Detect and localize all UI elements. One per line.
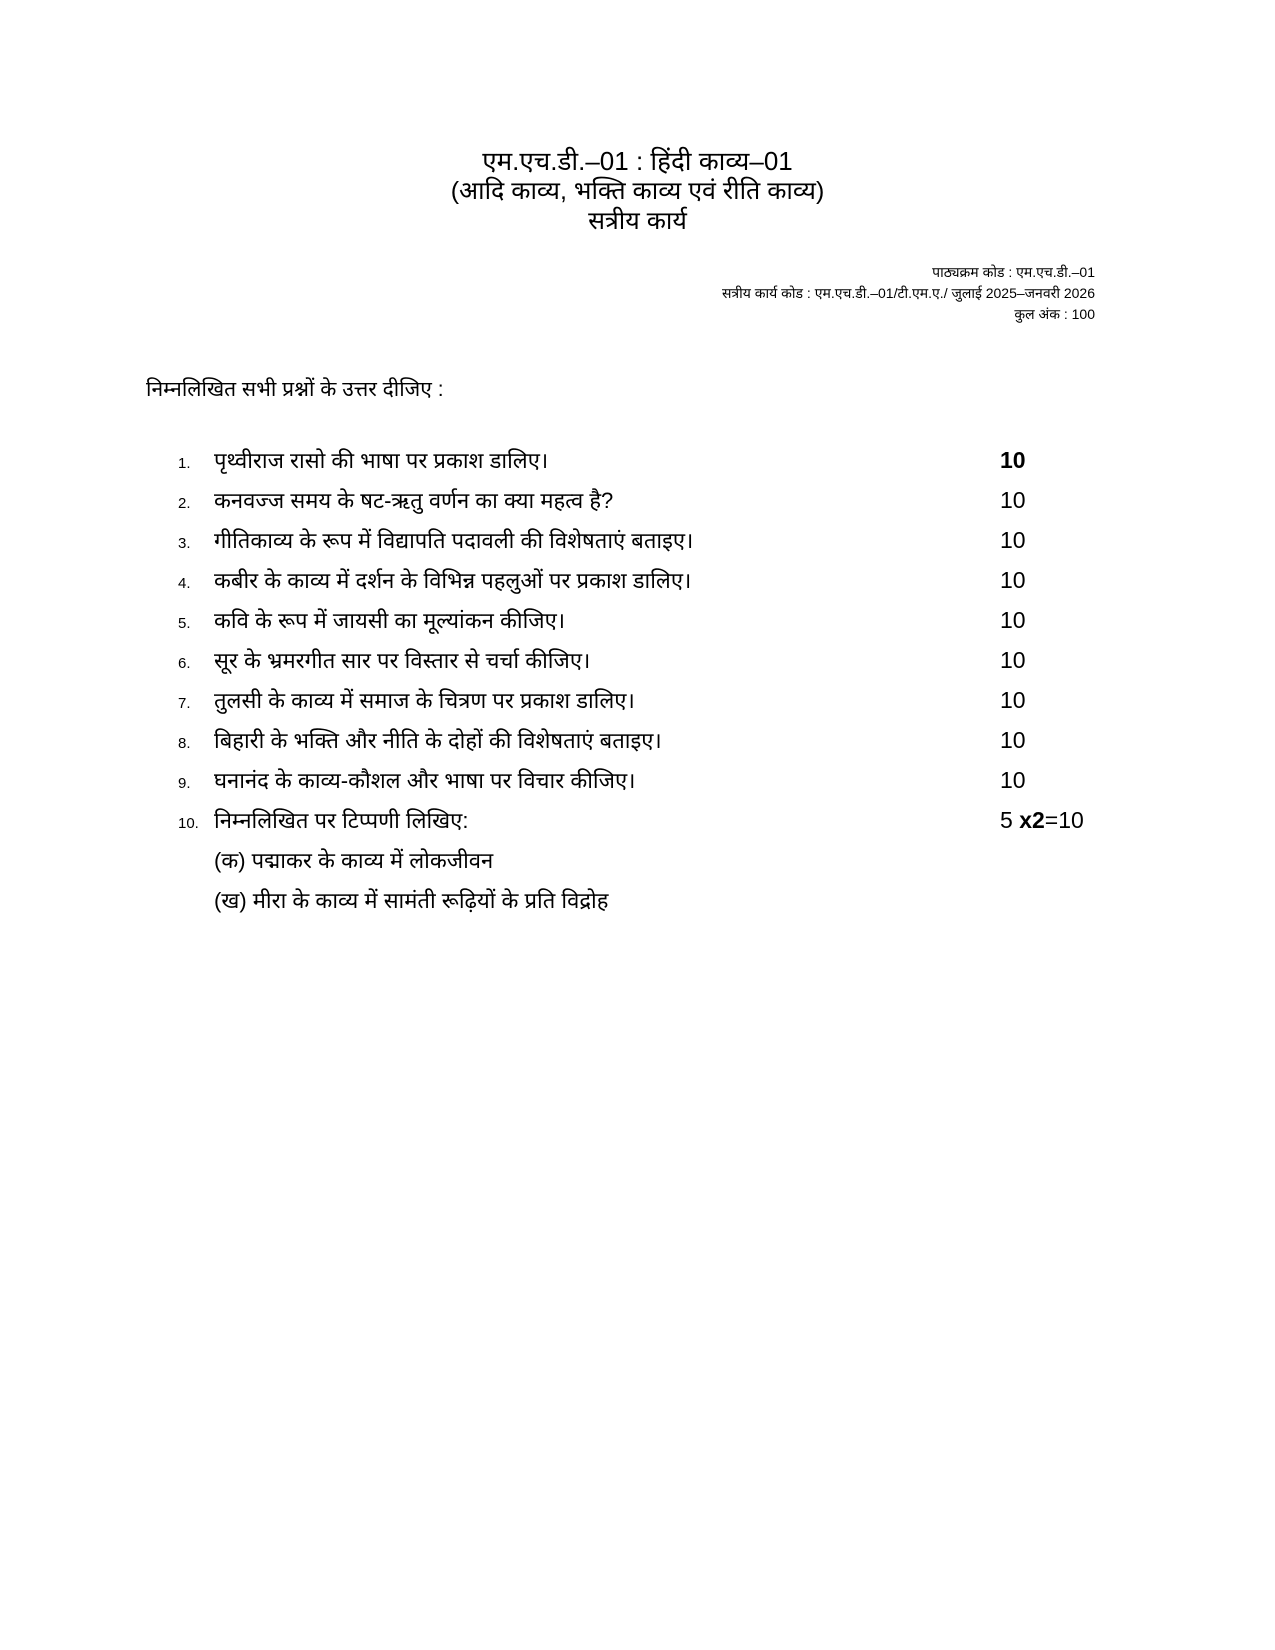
assignment-meta: [722, 262, 1095, 325]
question-text: पृथ्वीराज रासो की भाषा पर प्रकाश डालिए।: [214, 448, 549, 473]
course-title: एम.एच.डी.–01 : हिंदी काव्य–01: [482, 146, 793, 176]
question-text: कवि के रूप में जायसी का मूल्यांकन कीजिए।: [214, 608, 566, 633]
question-marks: 10: [1000, 646, 1026, 673]
question-marks: 10: [1000, 606, 1026, 633]
question-item: [178, 680, 1098, 720]
question-item: [178, 440, 1098, 480]
course-subtitle: (आदि काव्य, भक्ति काव्य एवं रीति काव्य): [450, 177, 825, 205]
question-number: 7.: [178, 694, 191, 712]
question-item: [178, 560, 1098, 600]
question-marks: 10: [1000, 526, 1026, 553]
question-text: बिहारी के भक्ति और नीति के दोहों की विशेषताएं बताइए।: [214, 728, 662, 753]
question-text: घनानंद के काव्य-कौशल और भाषा पर विचार कीजिए।: [214, 768, 636, 793]
question-item: [178, 720, 1098, 760]
total-marks: कुल अंक : 100: [1014, 306, 1095, 322]
question-text: कबीर के काव्य में दर्शन के विभिन्न पहलुओं पर प्रकाश डालिए।: [214, 568, 692, 593]
question-item: [178, 480, 1098, 520]
question-number: 6.: [178, 654, 191, 672]
question-item: [178, 800, 1098, 840]
question-text: तुलसी के काव्य में समाज के चित्रण पर प्रकाश डालिए।: [214, 688, 635, 713]
question-text: गीतिकाव्य के रूप में विद्यापति पदावली की विशेषताएं बताइए।: [214, 528, 694, 553]
question-marks: 10: [1000, 766, 1026, 793]
sub-question-item: (ख) मीरा के काव्य में सामंती रूढ़ियों के प्रति विद्रोह: [214, 888, 609, 913]
question-marks: 10: [1000, 686, 1026, 713]
document-type: सत्रीय कार्य: [588, 207, 687, 235]
question-number: 2.: [178, 494, 191, 512]
question-number: 4.: [178, 574, 191, 592]
question-list: [178, 440, 1098, 920]
question-marks: 10: [1000, 486, 1026, 513]
question-text: सूर के भ्रमरगीत सार पर विस्तार से चर्चा कीजिए।: [214, 648, 591, 673]
marks-each: 5: [1000, 806, 1020, 833]
question-item: [178, 520, 1098, 560]
question-text: निम्नलिखित पर टिप्पणी लिखिए:: [214, 808, 469, 833]
marks-multiplier: x2: [1019, 806, 1045, 833]
question-item: [178, 640, 1098, 680]
question-marks: 10: [1000, 566, 1026, 593]
assignment-code: सत्रीय कार्य कोड : एम.एच.डी.–01/टी.एम.ए./ जुलाई 2025–जनवरी 2026: [721, 285, 1095, 301]
question-number: 1.: [178, 454, 191, 472]
question-number: 3.: [178, 534, 191, 552]
marks-total: =10: [1044, 806, 1084, 833]
question-number: 8.: [178, 734, 191, 752]
question-marks: 10: [1000, 726, 1026, 753]
question-item: [178, 600, 1098, 640]
question-marks: 10: [1000, 446, 1026, 473]
document-header: [0, 146, 1275, 236]
course-code: पाठ्यक्रम कोड : एम.एच.डी.–01: [932, 264, 1095, 280]
question-item: [178, 760, 1098, 800]
question-number: 9.: [178, 774, 191, 792]
instruction-text: निम्नलिखित सभी प्रश्नों के उत्तर दीजिए :: [146, 378, 444, 401]
question-marks: [1000, 807, 1084, 834]
question-text: कनवज्ज समय के षट-ऋतु वर्णन का क्या महत्व है?: [214, 488, 614, 513]
question-number: 5.: [178, 614, 191, 632]
question-number: 10.: [178, 814, 199, 832]
sub-question-item: (क) पद्माकर के काव्य में लोकजीवन: [214, 848, 494, 873]
